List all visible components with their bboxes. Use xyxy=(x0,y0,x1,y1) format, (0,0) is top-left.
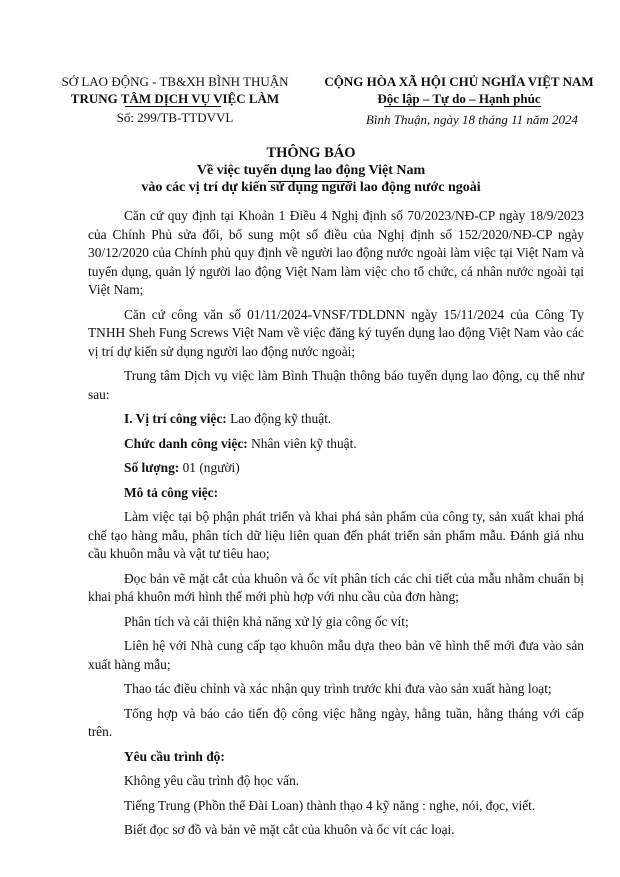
issuer-block xyxy=(60,73,290,126)
requirement-item: Không yêu cầu trình độ học vấn. xyxy=(124,773,300,788)
national-heading xyxy=(318,73,600,107)
notice-subject-line2: vào các vị trí dự kiến sử dụng người lao động nước ngoài xyxy=(141,180,481,195)
job-title-line xyxy=(88,435,584,454)
issuer-underline xyxy=(125,106,221,107)
notice-heading: THÔNG BÁO xyxy=(266,145,356,161)
title-underline xyxy=(268,181,352,182)
motto-underline xyxy=(384,106,541,107)
quantity-label: Số lượng: xyxy=(124,460,180,475)
document-number: Số: 299/TB-TTDVVL xyxy=(116,110,234,125)
job-description-item: Tổng hợp và báo cáo tiến độ công việc hằng ngày, hằng tuần, hằng tháng với cấp trên. xyxy=(88,705,584,739)
requirements-heading: Yêu cầu trình độ: xyxy=(124,748,225,764)
job-description-item: Đọc bản vẽ mặt cắt của khuôn và ốc vít phân tích các chi tiết của mẫu nhằm chuẩn bị khai phá khuôn mới hình thể mới phù hợp với nhu cầu của đơn hàng; xyxy=(88,570,584,604)
position-line xyxy=(88,410,584,429)
job-description-heading: Mô tả công việc: xyxy=(124,484,219,500)
requirement-item: Tiếng Trung (Phồn thể Đài Loan) thành thạo 4 kỹ năng : nghe, nói, đọc, viết. xyxy=(124,797,536,813)
job-description-item: Phân tích và cải thiện khả năng xử lý gia công ốc vít; xyxy=(124,613,409,629)
job-title-label: Chức danh công việc: xyxy=(124,435,248,451)
legal-basis-paragraph: Căn cứ quy định tại Khoản 1 Điều 4 Nghị định số 70/2023/NĐ-CP ngày 18/9/2023 của Chính Phủ sửa đổi, bổ sung một số điều của Nghị định số 152/2020/NĐ-CP ngày 30/12/2020 của Chính phủ quy định về người lao động nước ngoài làm việc tại Việt Nam và tuyển dụng, quản lý người lao động Việt Nam làm việc cho tổ chức, cá nhân nước ngoài tại Việt Nam; xyxy=(88,208,584,297)
announcement-paragraph: Trung tâm Dịch vụ việc làm Bình Thuận thông báo tuyển dụng lao động, cụ thể như sau: xyxy=(88,368,584,402)
place-date: Bình Thuận, ngày 18 tháng 11 năm 2024 xyxy=(365,112,578,127)
position-label: I. Vị trí công việc: xyxy=(124,411,227,426)
job-description-item: Thao tác điều chỉnh và xác nhận quy trình trước khi đưa vào sản xuất hàng loạt; xyxy=(124,681,552,696)
job-title-value: Nhân viên kỹ thuật. xyxy=(247,435,357,451)
quantity-line xyxy=(88,459,584,478)
issuer-department: SỞ LAO ĐỘNG - TB&XH BÌNH THUẬN xyxy=(61,74,289,89)
notice-body xyxy=(88,207,584,846)
issuer-center: TRUNG TÂM DỊCH VỤ VIỆC LÀM xyxy=(70,91,280,106)
country-name: CỘNG HÒA XÃ HỘI CHỦ NGHĨA VIỆT NAM xyxy=(324,74,594,89)
job-description-item: Làm việc tại bộ phận phát triển và khai phá sản phẩm của công ty, sản xuất khai phá chế tạo hàng mẫu, phân tích dữ liệu liên quan đến phát triển sản phẩm mẫu. Đánh giá nhu cầu khuôn mẫu và vật tư tiêu hao; xyxy=(88,509,584,561)
notice-title xyxy=(60,145,562,196)
job-description-item: Liên hệ với Nhà cung cấp tạo khuôn mẫu dựa theo bản vẽ hình thể mới đưa vào sản xuất hàng mẫu; xyxy=(88,638,584,672)
national-motto: Độc lập – Tự do – Hạnh phúc xyxy=(377,91,541,106)
requirement-item: Biết đọc sơ đồ và bản vẽ mặt cắt của khuôn và ốc vít các loại. xyxy=(124,822,455,837)
quantity-value: 01 (người) xyxy=(179,460,240,475)
request-basis-paragraph: Căn cứ công văn số 01/11/2024-VNSF/TDLDNN ngày 15/11/2024 của Công Ty TNHH Sheh Fung Screws Việt Nam về việc đăng ký tuyển dụng lao động Việt Nam vào các vị trí dự kiến sử dụng người lao động nước ngoài; xyxy=(88,306,584,359)
position-value: Lao động kỹ thuật. xyxy=(226,411,332,426)
notice-subject-line1: Về việc tuyển dụng lao động Việt Nam xyxy=(196,163,426,178)
